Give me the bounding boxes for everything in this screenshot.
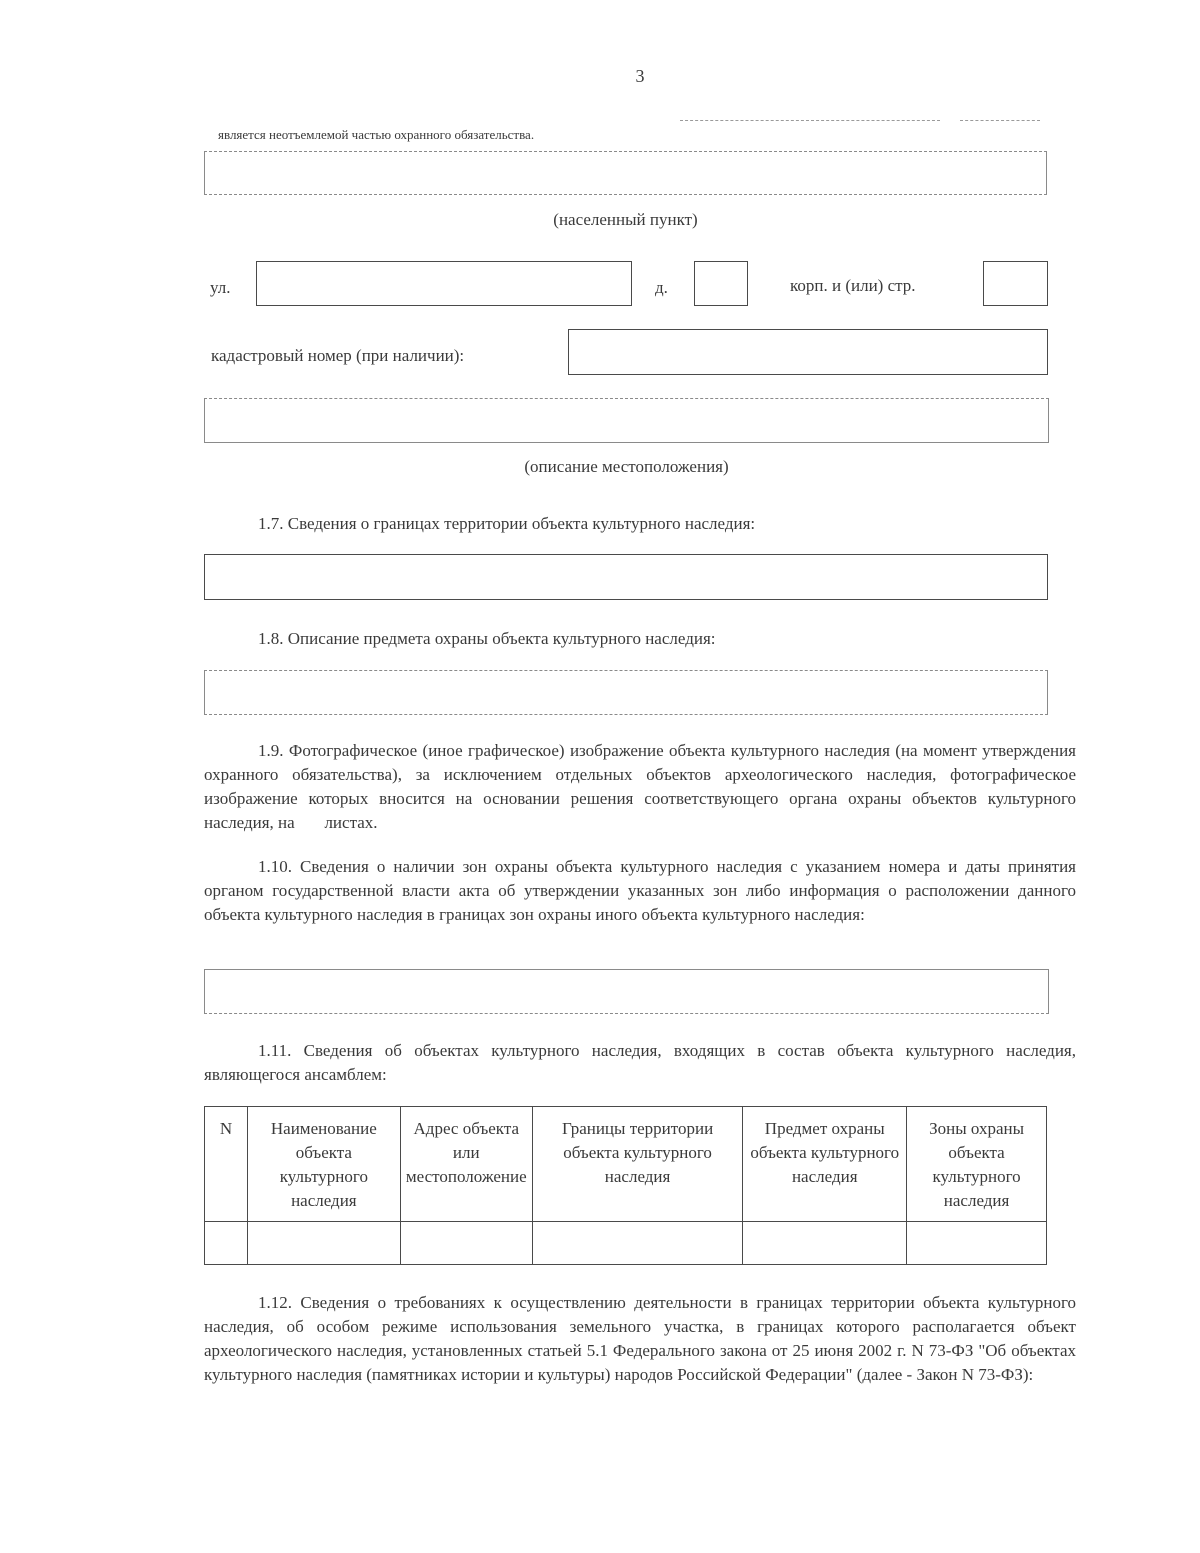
table-cell[interactable] (907, 1222, 1047, 1265)
territory-boundaries-field[interactable] (204, 554, 1048, 600)
settlement-label: (населенный пункт) (553, 210, 698, 229)
house-field[interactable] (694, 261, 748, 306)
table-cell[interactable] (532, 1222, 743, 1265)
intro-fragment: является неотъемлемой частью охранного обязательства. (218, 127, 535, 142)
table-cell[interactable] (743, 1222, 907, 1265)
scan-rule (960, 120, 1040, 121)
table-cell[interactable] (205, 1222, 248, 1265)
protection-zones-field[interactable] (204, 969, 1049, 1014)
column-header: Предмет охраны объекта культурного наследия (743, 1107, 907, 1222)
scan-rule (680, 120, 940, 121)
building-label: корп. и (или) стр. (790, 276, 916, 295)
cadastral-field[interactable] (568, 329, 1048, 375)
settlement-field[interactable] (204, 151, 1047, 195)
house-label: д. (655, 278, 668, 297)
column-header: Наименование объекта культурного наследия (247, 1107, 400, 1222)
page-number: 3 (635, 66, 645, 86)
table-row (205, 1222, 1047, 1265)
street-field[interactable] (256, 261, 632, 306)
location-field[interactable] (204, 398, 1049, 443)
section-1-9: 1.9. Фотографическое (иное графическое) изображение объекта культурного наследия (на момент утверждения охранного обязательства), за исключением отдельных объектов археологического наследия, фотографическое изображение которых вносится на основании решения соответствующего органа охраны объектов культурного наследия, на листах. (204, 741, 1076, 832)
location-label: (описание местоположения) (524, 457, 729, 476)
section-1-12: 1.12. Сведения о требованиях к осуществлению деятельности в границах территории объекта культурного наследия, об особом режиме использования земельного участка, в границах которого располагается объект археологического наследия, установленных статьей 5.1 Федерального закона от 25 июня 2002 г. N 73-ФЗ "Об объектах культурного наследия (памятниках истории и культуры) народов Российской Федерации" (далее - Закон N 73-ФЗ): (204, 1293, 1076, 1384)
street-label: ул. (210, 278, 231, 297)
column-header: Границы территории объекта культурного наследия (532, 1107, 743, 1222)
building-field[interactable] (983, 261, 1048, 306)
table-cell[interactable] (247, 1222, 400, 1265)
column-header: Адрес объекта или местоположение (400, 1107, 532, 1222)
column-header: N (205, 1107, 248, 1222)
section-1-8: 1.8. Описание предмета охраны объекта культурного наследия: (258, 629, 716, 648)
section-1-10: 1.10. Сведения о наличии зон охраны объекта культурного наследия с указанием номера и даты принятия органом государственной власти акта об утверждении указанных зон либо информация о расположении данного объекта культурного наследия в границах зон охраны иного объекта культурного наследия: (204, 857, 1076, 924)
table-header-row (205, 1107, 1047, 1222)
protection-subject-field[interactable] (204, 670, 1048, 715)
cadastral-label: кадастровый номер (при наличии): (211, 346, 465, 365)
column-header: Зоны охраны объекта культурного наследия (907, 1107, 1047, 1222)
table-cell[interactable] (400, 1222, 532, 1265)
ensemble-table (204, 1106, 1047, 1265)
section-1-7: 1.7. Сведения о границах территории объекта культурного наследия: (258, 514, 756, 533)
section-1-11: 1.11. Сведения об объектах культурного наследия, входящих в состав объекта культурного наследия, являющегося ансамблем: (204, 1041, 1076, 1084)
